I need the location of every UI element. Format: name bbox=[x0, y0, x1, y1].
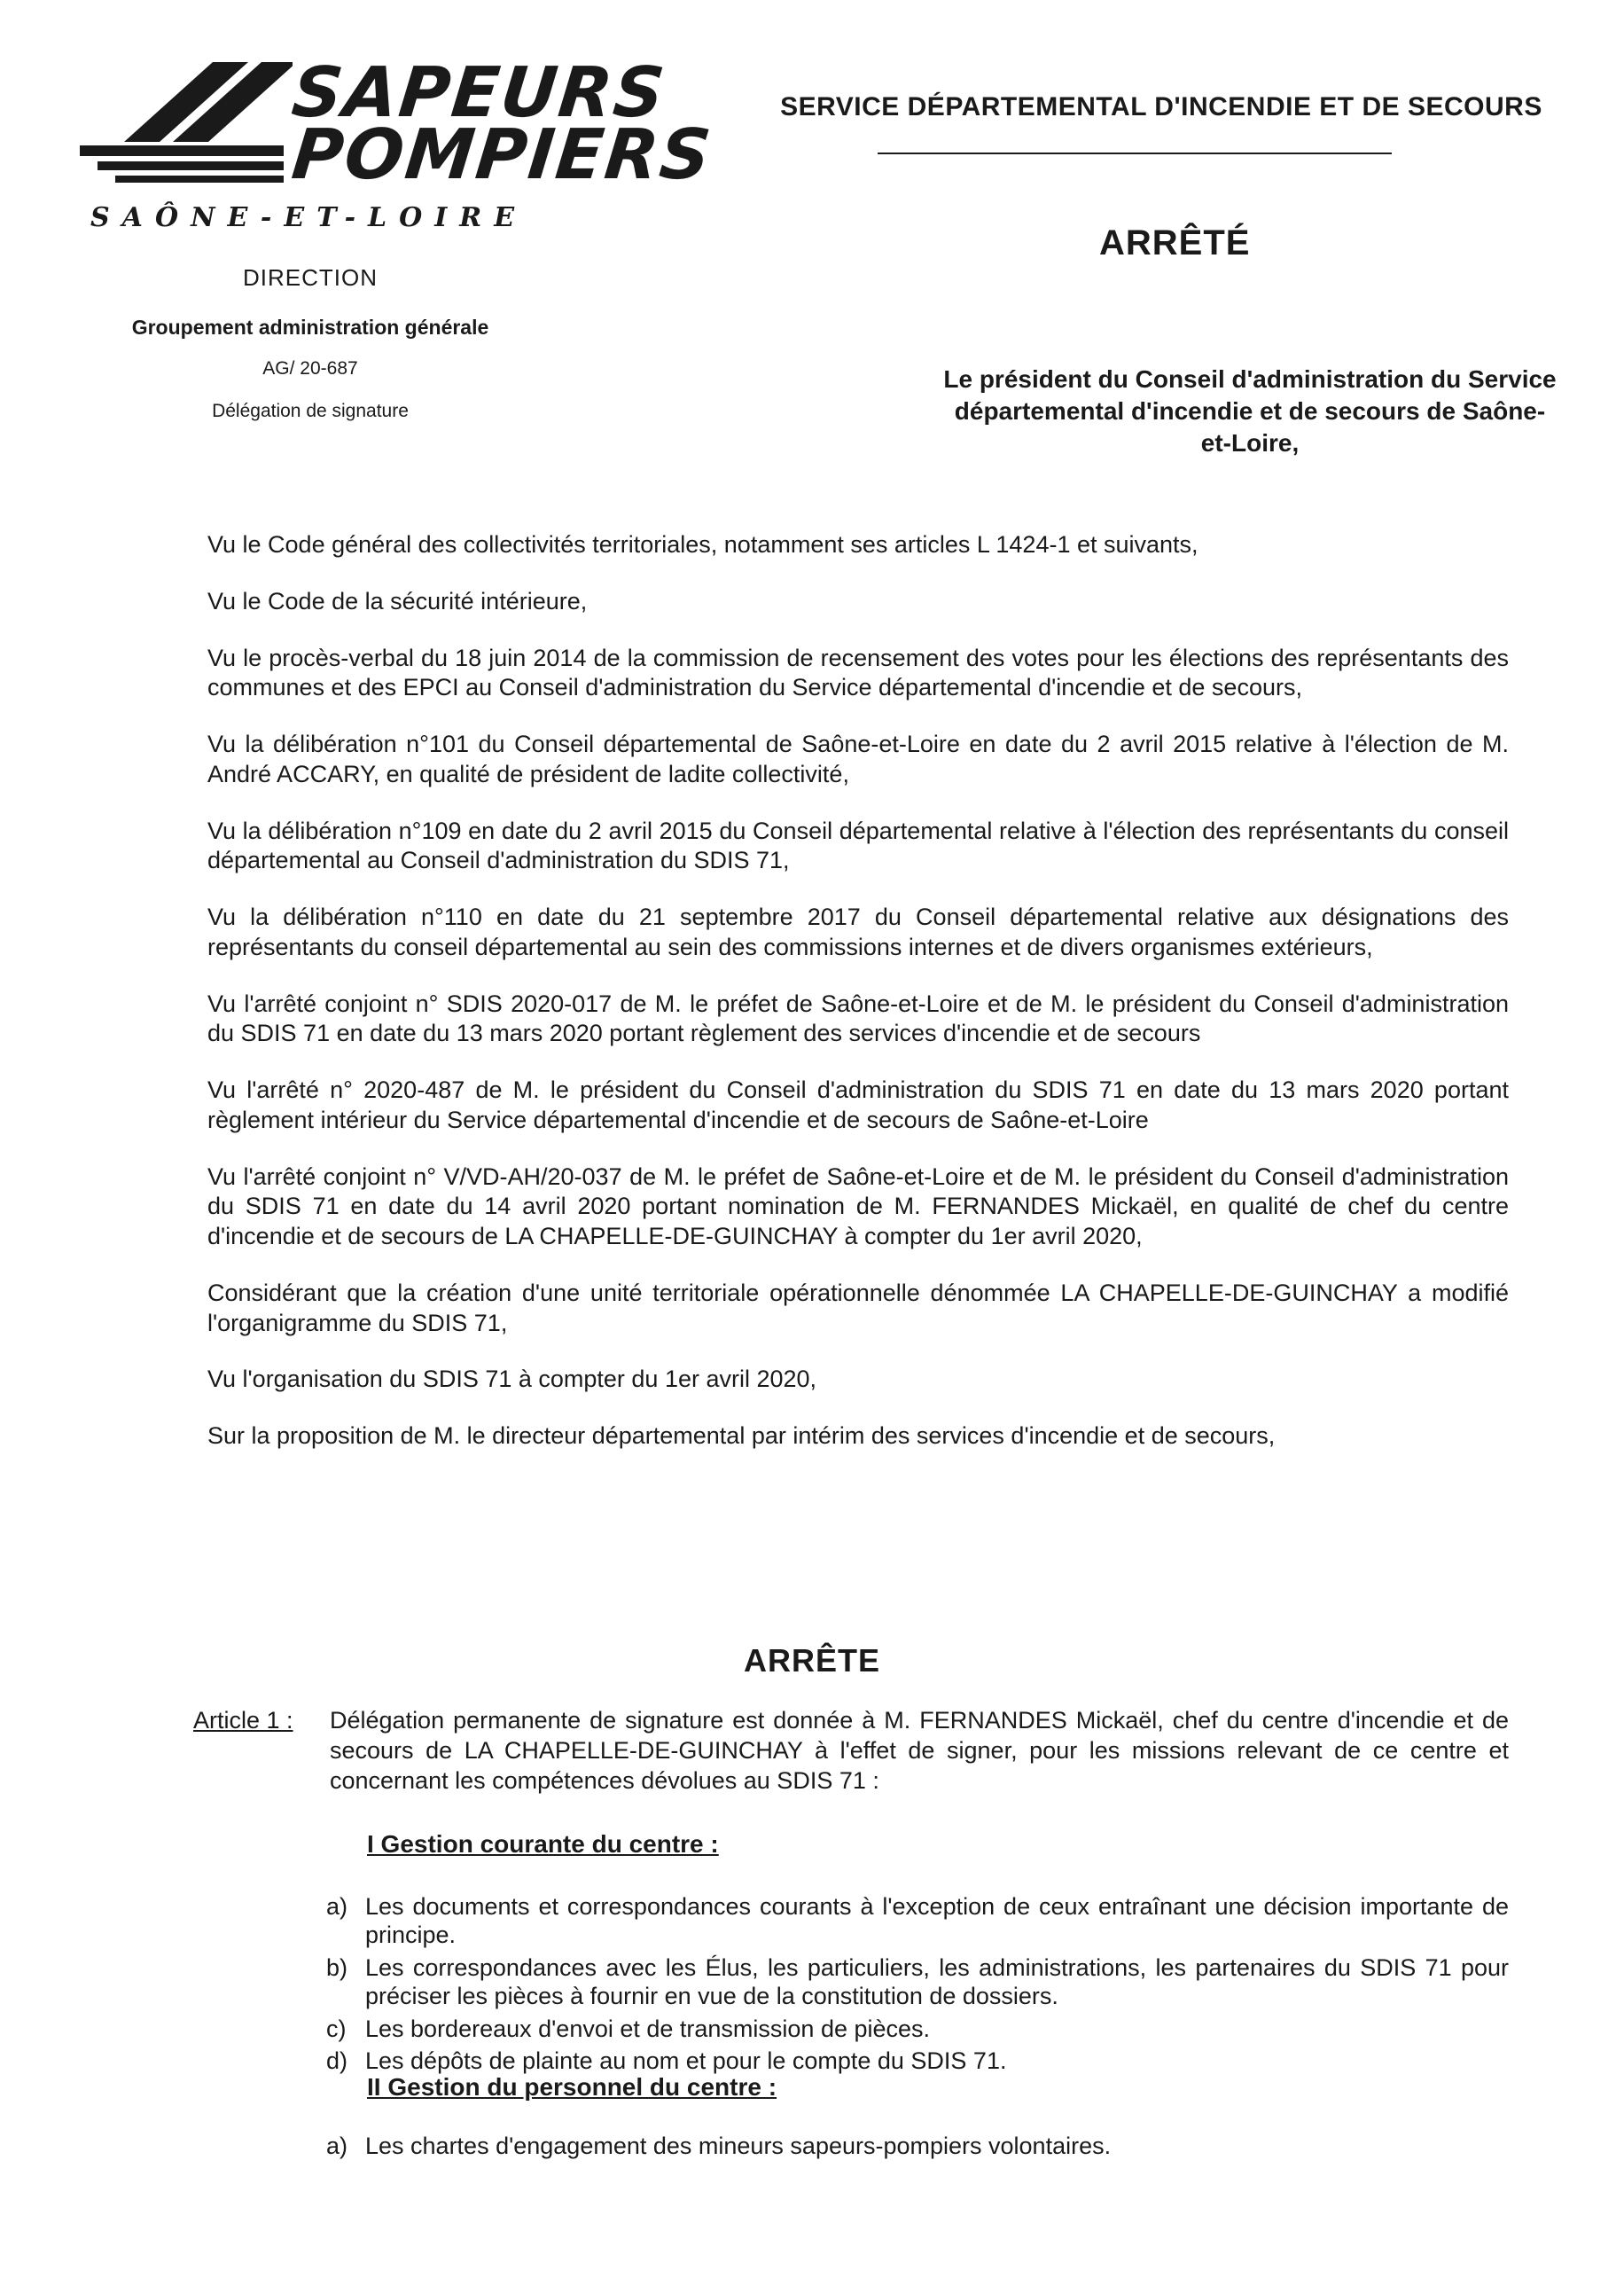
list-item bbox=[326, 1953, 1509, 2011]
visa-paragraph: Vu le procès-verbal du 18 juin 2014 de la commission de recensement des votes pour les élections des représentants des communes et des EPCI au Conseil d'administration du Service départemental d'incendie et de secours, bbox=[207, 644, 1509, 701]
section-2-list bbox=[326, 2132, 1509, 2164]
list-item bbox=[326, 1892, 1509, 1950]
item-letter: c) bbox=[326, 2015, 347, 2042]
section-1-list bbox=[326, 1892, 1509, 2078]
item-text: Les correspondances avec les Élus, les particuliers, les administrations, les partenaires du SDIS 71 pour préciser les pièces à fournir en vue de la constitution de dossiers. bbox=[365, 1953, 1509, 2010]
item-text: Les chartes d'engagement des mineurs sapeurs-pompiers volontaires. bbox=[365, 2133, 1112, 2159]
issuing-authority: Le président du Conseil d'administration du Service départemental d'incendie et de secours de Saône-et-Loire, bbox=[943, 365, 1557, 457]
visa-paragraph: Vu l'organisation du SDIS 71 à compter du 1er avril 2020, bbox=[207, 1366, 817, 1393]
section-title-gestion-personnel: II Gestion du personnel du centre : bbox=[367, 2073, 777, 2101]
object-label: Délégation de signature bbox=[212, 401, 409, 421]
visas-section bbox=[207, 530, 1509, 1478]
list-item bbox=[326, 2015, 1509, 2043]
visa-paragraph: Sur la proposition de M. le directeur départemental par intérim des services d'incendie et de secours, bbox=[207, 1422, 1276, 1449]
reference-number: AG/ 20-687 bbox=[262, 358, 358, 379]
item-text: Les bordereaux d'envoi et de transmission de pièces. bbox=[365, 2015, 931, 2042]
item-letter: b) bbox=[326, 1953, 348, 1981]
article-1 bbox=[193, 1706, 1509, 1796]
visa-paragraph: Vu l'arrêté n° 2020-487 de M. le président du Conseil d'administration du SDIS 71 en date du 13 mars 2020 portant règlement intérieur du Service départemental d'incendie et de secours de Saône-et-Loire bbox=[207, 1076, 1509, 1133]
service-heading: SERVICE DÉPARTEMENTAL D'INCENDIE ET DE SECOURS bbox=[780, 92, 1542, 121]
article-text: Délégation permanente de signature est donnée à M. FERNANDES Mickaël, chef du centre d'incendie et de secours de LA CHAPELLE-DE-GUINCHAY à l'effet de signer, pour les missions relevant de ce centre et concernant les compétences dévolues au SDIS 71 : bbox=[330, 1707, 1509, 1794]
item-letter: d) bbox=[326, 2047, 348, 2074]
visa-paragraph: Vu la délibération n°110 en date du 21 septembre 2017 du Conseil départemental relative aux désignations des représentants du conseil départemental au sein des commissions internes et de divers organismes extérieurs, bbox=[207, 904, 1509, 960]
article-label: Article 1 : bbox=[193, 1707, 293, 1734]
item-text: Les documents et correspondances courants à l'exception de ceux entraînant une décision importante de principe. bbox=[365, 1893, 1509, 1949]
visa-paragraph: Vu la délibération n°101 du Conseil départemental de Saône-et-Loire en date du 2 avril 2015 relative à l'élection de M. André ACCARY, en qualité de président de ladite collectivité, bbox=[207, 731, 1509, 787]
list-item bbox=[326, 2047, 1509, 2075]
direction-label: DIRECTION bbox=[243, 264, 378, 291]
sapeurs-pompiers-logo bbox=[80, 53, 716, 233]
visa-paragraph: Vu l'arrêté conjoint n° V/VD-AH/20-037 de M. le préfet de Saône-et-Loire et de M. le président du Conseil d'administration du SDIS 71 en date du 14 avril 2020 portant nomination de M. FERNANDES Mickaël, en qualité de chef du centre d'incendie et de secours de LA CHAPELLE-DE-GUINCHAY à compter du 1er avril 2020, bbox=[207, 1162, 1509, 1249]
visa-paragraph: Vu la délibération n°109 en date du 2 avril 2015 du Conseil départemental relative à l'élection des représentants du conseil départemental au Conseil d'administration du SDIS 71, bbox=[207, 817, 1509, 874]
heading-divider bbox=[878, 153, 1392, 154]
item-letter: a) bbox=[326, 2133, 348, 2159]
logo-stripes-icon bbox=[80, 53, 293, 195]
visa-paragraph: Vu le Code général des collectivités territoriales, notamment ses articles L 1424-1 et suivants, bbox=[207, 531, 1198, 558]
visa-paragraph: Vu le Code de la sécurité intérieure, bbox=[207, 587, 588, 614]
section-title-gestion-courante: I Gestion courante du centre : bbox=[367, 1830, 719, 1858]
decision-title: ARRÊTE bbox=[743, 1642, 880, 1679]
item-text: Les dépôts de plainte au nom et pour le compte du SDIS 71. bbox=[365, 2047, 1007, 2074]
logo-word-pompiers: POMPIERS bbox=[288, 115, 716, 195]
groupement-label: Groupement administration générale bbox=[131, 316, 489, 339]
visa-paragraph: Considérant que la création d'une unité territoriale opérationnelle dénommée LA CHAPELLE-DE-GUINCHAY a modifié l'organigramme du SDIS 71, bbox=[207, 1279, 1509, 1336]
item-letter: a) bbox=[326, 1893, 348, 1920]
list-item bbox=[326, 2132, 1509, 2160]
logo-word-sapeurs: SAPEURS bbox=[288, 53, 670, 133]
visa-paragraph: Vu l'arrêté conjoint n° SDIS 2020-017 de M. le préfet de Saône-et-Loire et de M. le président du Conseil d'administration du SDIS 71 en date du 13 mars 2020 portant règlement des services d'incendie et de secours bbox=[207, 990, 1509, 1047]
logo-region: SAÔNE-ET-LOIRE bbox=[90, 202, 527, 233]
document-title: ARRÊTÉ bbox=[1099, 223, 1251, 262]
